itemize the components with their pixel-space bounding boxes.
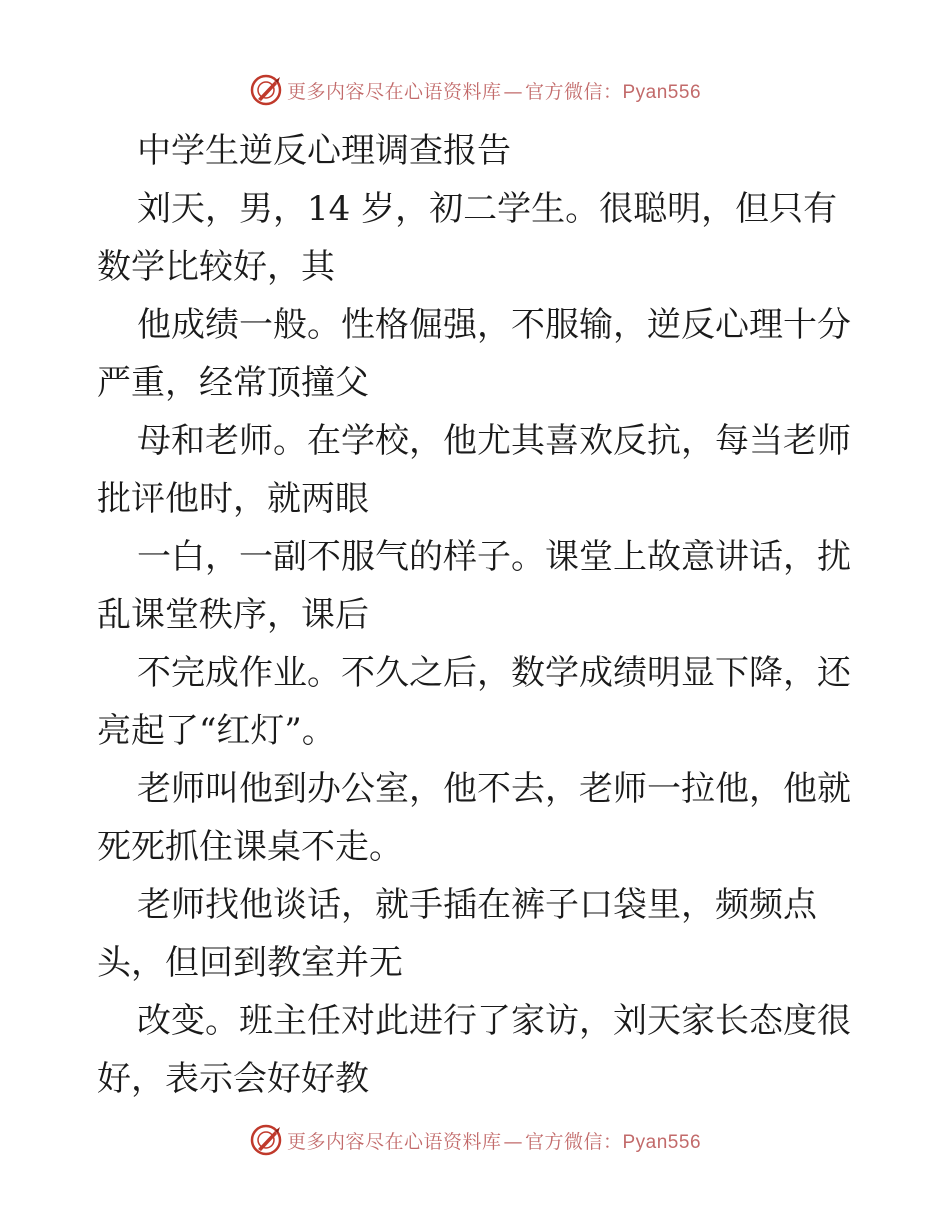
header-dash: —	[503, 80, 523, 103]
text-line: 老师叫他到办公室，他不去，老师一拉他，他就	[137, 769, 851, 809]
footer-text	[287, 1127, 701, 1154]
text-line: 母和老师。在学校，他尤其喜欢反抗，每当老师	[137, 421, 851, 461]
text-line: 批评他时，就两眼	[97, 479, 369, 519]
text-line: 严重，经常顶撞父	[97, 363, 369, 403]
header-wechat-label: 官方微信：	[524, 80, 623, 103]
text-line: 老师找他谈话，就手插在裤子口袋里，频频点	[137, 885, 817, 925]
text-line: 好，表示会好好教	[97, 1059, 369, 1099]
text-line: 数学比较好，其	[97, 247, 335, 287]
text-line: 不完成作业。不久之后，数学成绩明显下降，还	[137, 653, 851, 693]
header-banner	[0, 68, 950, 112]
text-line: 一白，一副不服气的样子。课堂上故意讲话，扰	[137, 537, 851, 577]
quill-logo-icon	[249, 1123, 283, 1157]
footer-banner	[0, 1118, 950, 1162]
footer-wechat-id: Pyan556	[622, 1131, 702, 1153]
footer-brand: 更多内容尽在心语资料库	[286, 1130, 502, 1153]
text-line: 改变。班主任对此进行了家访，刘天家长态度很	[137, 1001, 851, 1041]
document-body	[97, 122, 857, 1108]
header-brand: 更多内容尽在心语资料库	[286, 80, 502, 103]
footer-wechat-label: 官方微信：	[524, 1130, 623, 1153]
header-wechat-id: Pyan556	[622, 81, 702, 103]
document-title: 中学生逆反心理调查报告	[137, 131, 511, 171]
text-line: 乱课堂秩序，课后	[97, 595, 369, 635]
header-text	[287, 77, 701, 104]
footer-dash: —	[503, 1130, 523, 1153]
text-line: 死死抓住课桌不走。	[97, 827, 403, 867]
text-line: 亮起了“红灯”。	[97, 711, 336, 751]
quill-logo-icon	[249, 73, 283, 107]
text-line: 刘天，男，14 岁，初二学生。很聪明，但只有	[137, 189, 838, 229]
text-line: 他成绩一般。性格倔强，不服输，逆反心理十分	[137, 305, 851, 345]
text-line: 头，但回到教室并无	[97, 943, 403, 983]
